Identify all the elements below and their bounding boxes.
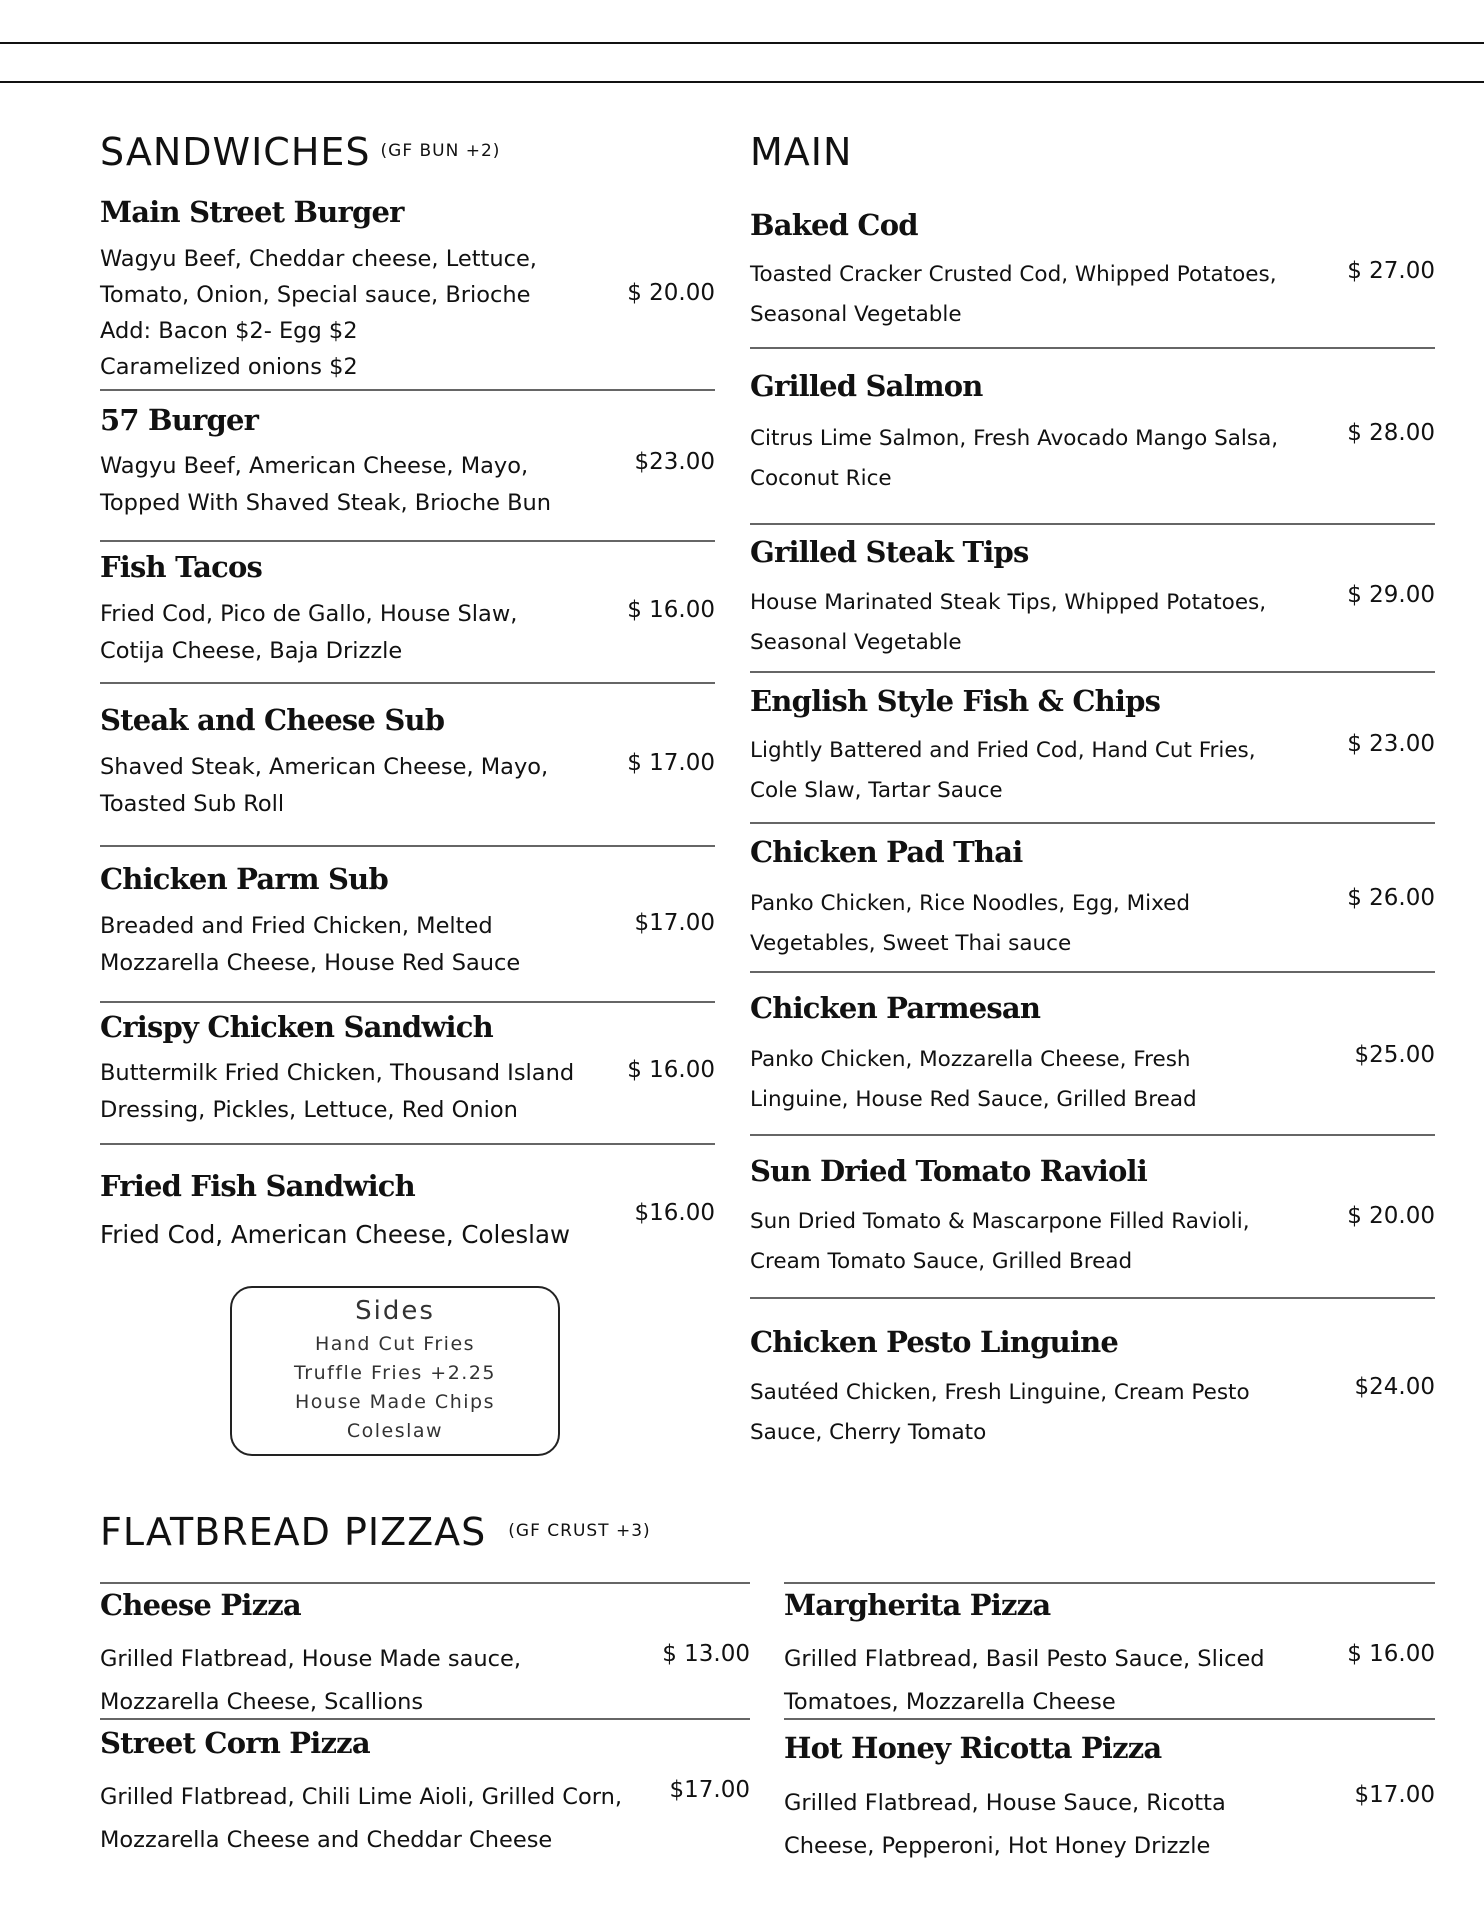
main-heading (750, 130, 852, 174)
menu-item (100, 1010, 715, 1130)
item-description (100, 241, 537, 385)
item-description (784, 1638, 1265, 1724)
description-line: Seasonal Vegetable (750, 630, 962, 655)
item-price: $ 13.00 (662, 1641, 750, 1667)
description-line: Sautéed Chicken, Fresh Linguine, Cream Pesto (750, 1380, 1250, 1405)
side-item: Coleslaw (346, 1420, 444, 1442)
description-line: Seasonal Vegetable (750, 302, 962, 327)
item-price: $ 28.00 (1347, 420, 1435, 446)
menu-item (750, 208, 1435, 338)
description-line: Cream Tomato Sauce, Grilled Bread (750, 1249, 1133, 1274)
item-description (100, 448, 551, 522)
description-line: Toasted Sub Roll (100, 791, 285, 817)
description-line: Mozzarella Cheese, House Red Sauce (100, 950, 521, 976)
item-price: $ 23.00 (1347, 731, 1435, 757)
item-price: $16.00 (634, 1200, 715, 1226)
description-line: Caramelized onions $2 (100, 354, 358, 380)
item-name: Grilled Steak Tips (750, 535, 1029, 569)
item-price: $25.00 (1354, 1042, 1435, 1068)
item-price: $ 20.00 (1347, 1203, 1435, 1229)
description-line: Wagyu Beef, Cheddar cheese, Lettuce, (100, 246, 537, 272)
item-description (750, 1040, 1197, 1120)
sandwiches-note: (GF BUN +2) (380, 140, 501, 161)
description-line: Fried Cod, American Cheese, Coleslaw (100, 1220, 570, 1249)
description-line: Breaded and Fried Chicken, Melted (100, 913, 493, 939)
item-price: $ 16.00 (1347, 1641, 1435, 1667)
description-line: Fried Cod, Pico de Gallo, House Slaw, (100, 601, 518, 627)
item-price: $ 20.00 (627, 280, 715, 306)
description-line: Tomato, Onion, Special sauce, Brioche (100, 282, 531, 308)
item-description (750, 1373, 1250, 1453)
flatbread-divider (784, 1582, 1435, 1584)
item-price: $ 17.00 (627, 750, 715, 776)
item-divider (750, 347, 1435, 349)
item-price: $ 29.00 (1347, 582, 1435, 608)
item-name: Margherita Pizza (784, 1588, 1051, 1622)
item-price: $24.00 (1354, 1374, 1435, 1400)
item-price: $ 16.00 (627, 1057, 715, 1083)
item-name: 57 Burger (100, 403, 259, 437)
menu-item (100, 1726, 750, 1851)
description-line: Mozzarella Cheese and Cheddar Cheese (100, 1827, 553, 1853)
menu-item (750, 835, 1435, 965)
menu-item (100, 550, 715, 670)
item-name: Fried Fish Sandwich (100, 1169, 415, 1203)
menu-item (784, 1731, 1435, 1859)
description-line: Sauce, Cherry Tomato (750, 1420, 987, 1445)
item-divider (100, 1143, 715, 1145)
item-description (100, 1216, 570, 1253)
description-line: Cole Slaw, Tartar Sauce (750, 778, 1003, 803)
item-name: Fish Tacos (100, 550, 263, 584)
item-description (100, 596, 517, 670)
item-name: Main Street Burger (100, 195, 404, 229)
item-description (750, 731, 1256, 811)
item-name: Chicken Parm Sub (100, 862, 388, 896)
item-divider (750, 671, 1435, 673)
description-line: Grilled Flatbread, House Made sauce, (100, 1646, 522, 1672)
item-divider (750, 1297, 1435, 1299)
description-line: Cheese, Pepperoni, Hot Honey Drizzle (784, 1833, 1211, 1859)
item-name: Hot Honey Ricotta Pizza (784, 1731, 1162, 1765)
sides-box (230, 1286, 560, 1456)
item-divider (784, 1718, 1435, 1720)
menu-item (750, 369, 1435, 499)
menu-item (100, 1169, 715, 1259)
side-item: Hand Cut Fries (314, 1333, 476, 1355)
description-line: Lightly Battered and Fried Cod, Hand Cut Fries, (750, 738, 1256, 763)
sandwiches-heading (100, 130, 500, 174)
top-rule (0, 42, 1484, 44)
description-line: House Marinated Steak Tips, Whipped Potatoes, (750, 590, 1267, 615)
menu-item (100, 403, 715, 523)
item-divider (100, 845, 715, 847)
description-line: Toasted Cracker Crusted Cod, Whipped Potatoes, (750, 262, 1277, 287)
item-name: Chicken Pad Thai (750, 835, 1023, 869)
item-name: Cheese Pizza (100, 1588, 301, 1622)
item-description (750, 419, 1278, 499)
item-divider (100, 1718, 750, 1720)
description-line: Grilled Flatbread, Chili Lime Aioli, Grilled Corn, (100, 1784, 623, 1810)
menu-item (784, 1588, 1435, 1713)
menu-item (750, 1325, 1435, 1455)
description-line: Sun Dried Tomato & Mascarpone Filled Ravioli, (750, 1209, 1250, 1234)
menu-item (750, 991, 1435, 1121)
item-divider (100, 682, 715, 684)
description-line: Citrus Lime Salmon, Fresh Avocado Mango Salsa, (750, 426, 1279, 451)
description-line: Mozzarella Cheese, Scallions (100, 1689, 424, 1715)
item-name: Chicken Pesto Linguine (750, 1325, 1119, 1359)
item-description (750, 1202, 1250, 1282)
flatbread-divider (100, 1582, 750, 1584)
menu-item (100, 862, 715, 982)
menu-item (100, 703, 715, 823)
item-description (100, 749, 548, 823)
sandwiches-title: SANDWICHES (100, 130, 371, 174)
item-divider (100, 1001, 715, 1003)
description-line: Coconut Rice (750, 466, 892, 491)
sides-title: Sides (355, 1296, 435, 1326)
menu-item (100, 1588, 750, 1713)
item-name: Grilled Salmon (750, 369, 983, 403)
item-divider (100, 540, 715, 542)
description-line: Cotija Cheese, Baja Drizzle (100, 638, 403, 664)
description-line: Panko Chicken, Mozzarella Cheese, Fresh (750, 1047, 1191, 1072)
flatbread-title: FLATBREAD PIZZAS (100, 1510, 487, 1554)
flatbread-note: (GF CRUST +3) (508, 1520, 651, 1541)
description-line: Buttermilk Fried Chicken, Thousand Island (100, 1060, 575, 1086)
item-name: Steak and Cheese Sub (100, 703, 445, 737)
item-description (784, 1782, 1226, 1868)
item-description (750, 583, 1266, 663)
description-line: Shaved Steak, American Cheese, Mayo, (100, 754, 549, 780)
description-line: Panko Chicken, Rice Noodles, Egg, Mixed (750, 891, 1191, 916)
menu-item (750, 1154, 1435, 1284)
description-line: Dressing, Pickles, Lettuce, Red Onion (100, 1097, 518, 1123)
item-name: Crispy Chicken Sandwich (100, 1010, 493, 1044)
description-line: Tomatoes, Mozzarella Cheese (784, 1689, 1116, 1715)
item-divider (100, 389, 715, 391)
description-line: Vegetables, Sweet Thai sauce (750, 931, 1072, 956)
item-price: $ 16.00 (627, 597, 715, 623)
description-line: Wagyu Beef, American Cheese, Mayo, (100, 453, 529, 479)
top-rule-second (0, 81, 1484, 83)
item-price: $ 27.00 (1347, 258, 1435, 284)
item-divider (750, 1134, 1435, 1136)
item-divider (750, 523, 1435, 525)
item-name: Chicken Parmesan (750, 991, 1041, 1025)
item-name: Baked Cod (750, 208, 918, 242)
description-line: Grilled Flatbread, Basil Pesto Sauce, Sliced (784, 1646, 1265, 1672)
item-description (750, 884, 1190, 964)
description-line: Grilled Flatbread, House Sauce, Ricotta (784, 1790, 1226, 1816)
side-item: Truffle Fries +2.25 (293, 1362, 497, 1384)
item-price: $17.00 (1354, 1782, 1435, 1808)
item-price: $ 26.00 (1347, 885, 1435, 911)
menu-item (750, 535, 1435, 665)
description-line: Topped With Shaved Steak, Brioche Bun (100, 490, 552, 516)
description-line: Add: Bacon $2- Egg $2 (100, 318, 358, 344)
item-price: $17.00 (669, 1777, 750, 1803)
flatbread-heading (100, 1510, 651, 1554)
menu-item (100, 195, 715, 385)
item-divider (750, 822, 1435, 824)
item-description (100, 1776, 622, 1862)
item-name: English Style Fish & Chips (750, 684, 1161, 718)
item-price: $17.00 (634, 910, 715, 936)
side-item: House Made Chips (295, 1391, 495, 1413)
description-line: Linguine, House Red Sauce, Grilled Bread (750, 1087, 1197, 1112)
item-description (100, 1638, 521, 1724)
item-name: Sun Dried Tomato Ravioli (750, 1154, 1147, 1188)
main-title: MAIN (750, 130, 853, 174)
menu-item (750, 684, 1435, 814)
item-description (750, 255, 1277, 335)
item-divider (750, 971, 1435, 973)
item-description (100, 908, 520, 982)
item-price: $23.00 (634, 449, 715, 475)
item-description (100, 1055, 574, 1129)
item-name: Street Corn Pizza (100, 1726, 370, 1760)
